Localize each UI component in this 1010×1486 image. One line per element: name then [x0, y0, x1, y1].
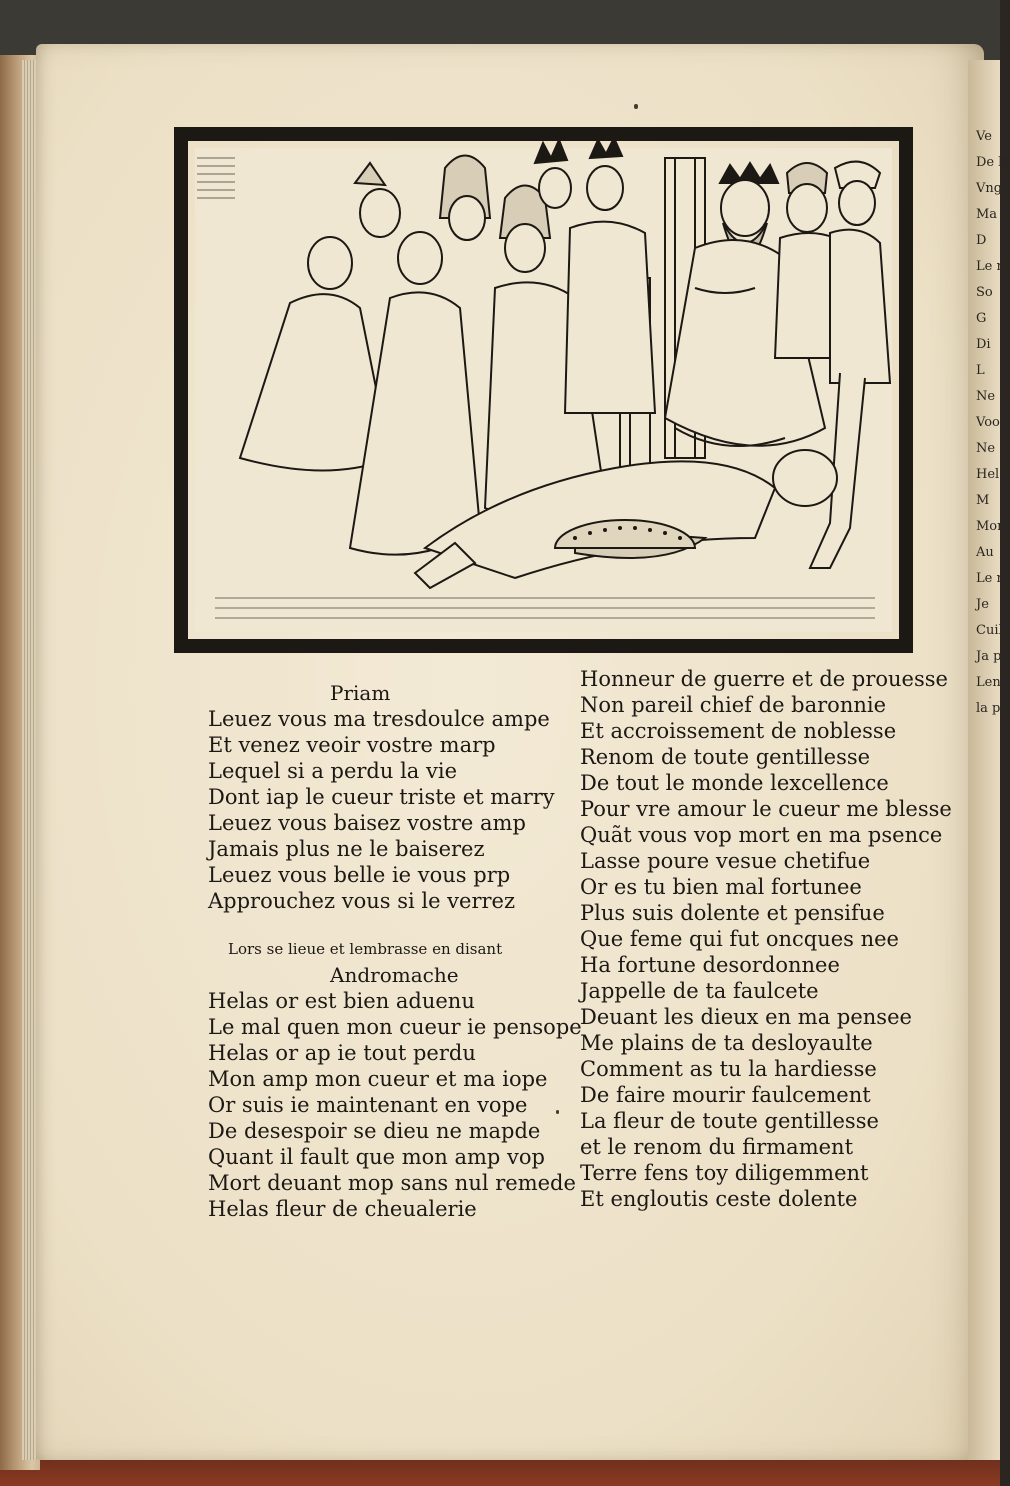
- ink-speck: [556, 1110, 559, 1114]
- fragment: Le n: [976, 571, 1005, 586]
- speaker-heading: Priam: [330, 681, 391, 705]
- fragment: D: [976, 233, 987, 248]
- verse-line: Quant il fault que mon amp vop: [208, 1145, 545, 1169]
- verse-line: Et accroissement de noblesse: [580, 719, 897, 743]
- ink-speck: [634, 104, 638, 109]
- verse-line: Renom de toute gentillesse: [580, 745, 871, 769]
- fragment: la p: [976, 701, 1001, 716]
- fragment: Ne: [976, 389, 996, 404]
- stage-direction: Lors se lieue et lembrasse en disant: [228, 940, 503, 958]
- verse-line: Honneur de guerre et de prouesse: [580, 667, 948, 691]
- verse-line: Helas or ap ie tout perdu: [208, 1041, 476, 1065]
- fragment: Voo: [976, 415, 1000, 430]
- fragment: Di: [976, 337, 991, 352]
- verse-line: Deuant les dieux en ma pensee: [580, 1005, 912, 1029]
- verse-line: Que feme qui fut oncques nee: [580, 927, 899, 951]
- fragment: Hel: [976, 467, 1000, 482]
- fragment: So: [976, 285, 993, 300]
- fragment: Vng: [976, 181, 1003, 196]
- verse-line: Plus suis dolente et pensifue: [580, 901, 885, 925]
- verse-line: La fleur de toute gentillesse: [580, 1109, 879, 1133]
- fragment: Mon: [976, 519, 1006, 534]
- verse-line: Non pareil chief de baronnie: [580, 693, 887, 717]
- verse-line: Mort deuant mop sans nul remede: [208, 1171, 576, 1195]
- right-text-column: [580, 666, 952, 1212]
- verse-line: et le renom du firmament: [580, 1135, 854, 1159]
- verse-line: Me plains de ta desloyaulte: [580, 1031, 873, 1055]
- verse-line: Quãt vous vop mort en ma psence: [580, 823, 943, 847]
- fragment: Ja p: [976, 649, 1002, 664]
- verse-line: Lequel si a perdu la vie: [208, 759, 457, 783]
- woodcut-mourning-hector-icon: [175, 128, 912, 652]
- verse-line: Et venez veoir vostre marp: [208, 733, 496, 757]
- verse-line: Jamais plus ne le baiserez: [208, 837, 485, 861]
- fragment: Ne: [976, 441, 996, 456]
- verse-line: Leuez vous baisez vostre amp: [208, 811, 526, 835]
- verse-line: Dont iap le cueur triste et marry: [208, 785, 555, 809]
- fragment: De la: [976, 155, 1010, 170]
- verse-line: Ha fortune desordonnee: [580, 953, 840, 977]
- verse-line: De desespoir se dieu ne mapde: [208, 1119, 541, 1143]
- verse-line: Approuchez vous si le verrez: [208, 889, 516, 913]
- verse-line: Helas or est bien aduenu: [208, 989, 475, 1013]
- fragment: Len: [976, 675, 1001, 690]
- verse-line: De faire mourir faulcement: [580, 1083, 871, 1107]
- fragment: Cuil: [976, 623, 1003, 638]
- verse-line: Terre fens toy diligemment: [580, 1161, 869, 1185]
- fragment: L: [976, 363, 985, 378]
- fragment: Ma: [976, 207, 998, 222]
- fragment: Ve: [976, 129, 992, 144]
- verse-line: Lasse poure vesue chetifue: [580, 849, 871, 873]
- verse-line: Leuez vous belle ie vous prp: [208, 863, 511, 887]
- verse-line: Or suis ie maintenant en vope: [208, 1093, 528, 1117]
- verse-line: Leuez vous ma tresdoulce ampe: [208, 707, 550, 731]
- verse-line: Pour vre amour le cueur me blesse: [580, 797, 952, 821]
- woodcut-illustration: [175, 128, 912, 652]
- verse-line: Comment as tu la hardiesse: [580, 1057, 877, 1081]
- speaker-heading: Andromache: [330, 963, 459, 987]
- fragment: M: [976, 493, 990, 508]
- verse-line: Helas fleur de cheualerie: [208, 1197, 477, 1221]
- left-text-column: [170, 680, 582, 1222]
- fragment: Le n: [976, 259, 1005, 274]
- verse-line: Jappelle de ta faulcete: [580, 979, 819, 1003]
- verse-line: Or es tu bien mal fortunee: [580, 875, 862, 899]
- fragment: Je: [976, 597, 989, 612]
- facing-page-fragments: [968, 60, 1010, 722]
- verse-line: Le mal quen mon cueur ie pensope: [208, 1015, 582, 1039]
- facing-page-edge: [968, 60, 1010, 1460]
- fragment: G: [976, 311, 987, 326]
- verse-line: Mon amp mon cueur et ma iope: [208, 1067, 548, 1091]
- verse-line: Et engloutis ceste dolente: [580, 1187, 858, 1211]
- fragment: Au: [976, 545, 994, 560]
- verse-line: De tout le monde lexcellence: [580, 771, 889, 795]
